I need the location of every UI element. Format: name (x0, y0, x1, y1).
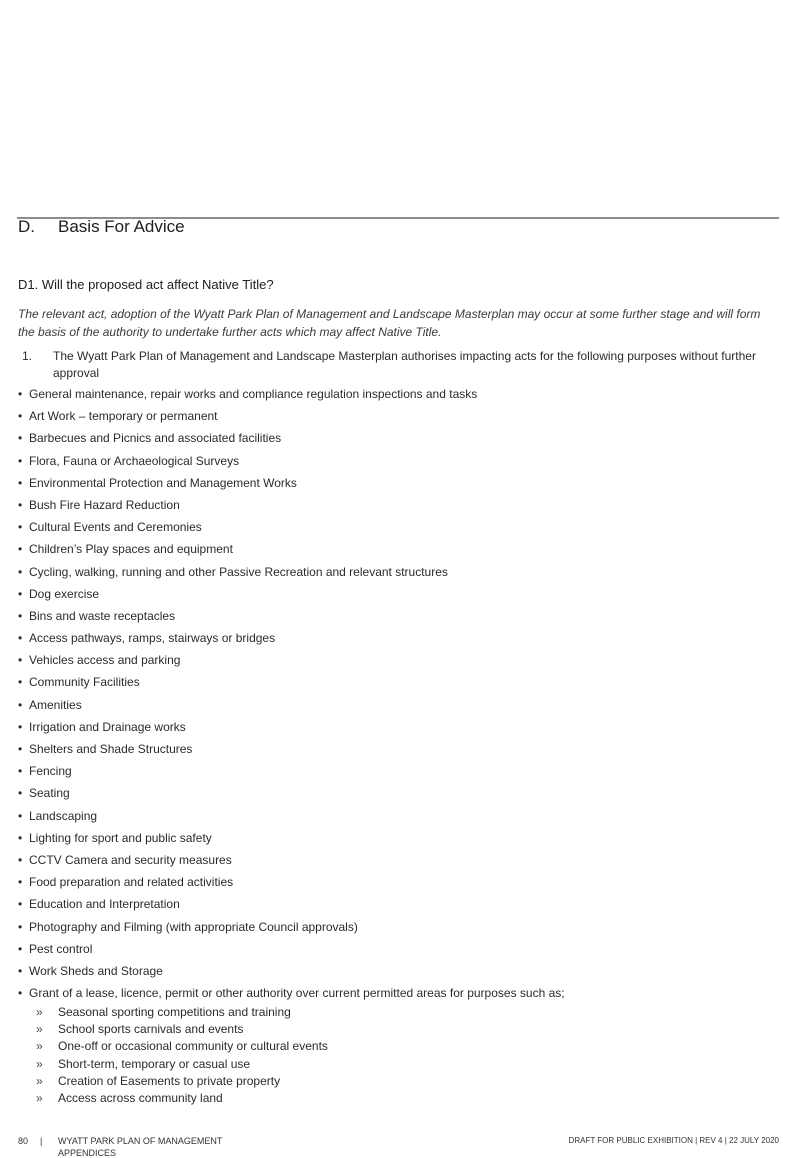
section-letter: D. (18, 217, 35, 236)
bullet-dot: • (18, 431, 23, 446)
bullet-dot: • (18, 675, 23, 690)
bullet-text: CCTV Camera and security measures (29, 852, 232, 867)
bullet-dot: • (18, 475, 23, 490)
bullet-dot: • (18, 608, 23, 623)
bullet-item (18, 827, 778, 849)
page-number: 80 (18, 1136, 29, 1146)
footer-document-subtitle: APPENDICES (58, 1148, 117, 1158)
bullet-item (18, 649, 778, 671)
sub-bullet-item (36, 1090, 328, 1107)
bullet-text: Art Work – temporary or permanent (29, 409, 218, 424)
bullet-dot: • (18, 631, 23, 646)
sub-bullet-glyph: » (36, 1056, 43, 1071)
bullet-item (18, 938, 778, 960)
bullet-item (18, 694, 778, 716)
bullet-text: Flora, Fauna or Archaeological Surveys (29, 453, 240, 468)
bullet-item (18, 782, 778, 804)
bullet-text: Photography and Filming (with appropriate Council approvals) (29, 919, 358, 934)
numbered-item-text: The Wyatt Park Plan of Management and Landscape Masterplan authorises impacting acts for the following purposes without further approval (53, 349, 756, 380)
bullet-dot: • (18, 387, 23, 401)
bullet-text: Landscaping (29, 808, 98, 823)
bullet-item (18, 561, 778, 583)
bullet-dot: • (18, 919, 23, 934)
bullet-dot: • (18, 764, 23, 779)
bullet-item (18, 871, 778, 893)
bullet-dot: • (18, 453, 23, 468)
bullet-dot: • (18, 808, 23, 823)
bullet-item (18, 605, 778, 627)
bullet-item (18, 671, 778, 693)
bullet-item (18, 982, 778, 1004)
sub-bullet-glyph: » (36, 1090, 43, 1105)
bullet-dot: • (18, 830, 23, 845)
bullet-item (18, 494, 778, 516)
bullet-text: Cultural Events and Ceremonies (29, 520, 202, 535)
bullet-dot: • (18, 697, 23, 712)
sub-bullet-glyph: » (36, 1073, 43, 1088)
bullet-text: Bush Fire Hazard Reduction (29, 497, 180, 512)
footer-separator: | (40, 1136, 43, 1146)
sub-bullet-glyph: » (36, 1039, 43, 1054)
lease-purpose-sublist (36, 1004, 328, 1107)
sub-bullet-text: Short-term, temporary or casual use (58, 1056, 251, 1071)
bullet-dot: • (18, 742, 23, 756)
bullet-item (18, 805, 778, 827)
bullet-item (18, 738, 778, 760)
bullet-text: Education and Interpretation (29, 897, 180, 912)
bullet-text: Food preparation and related activities (29, 875, 234, 890)
bullet-dot: • (18, 520, 23, 535)
intro-paragraph: The relevant act, adoption of the Wyatt Park Plan of Management and Landscape Masterplan may occur at some further stage and will form the basis of the authority to undertake further acts which may affect Native Title. (18, 307, 761, 339)
bullet-text: Work Sheds and Storage (29, 963, 163, 978)
bullet-text: Pest control (29, 941, 93, 956)
sub-bullet-glyph: » (36, 1022, 43, 1037)
bullet-text: Fencing (29, 764, 72, 779)
bullet-item (18, 760, 778, 782)
bullet-text: Vehicles access and parking (29, 653, 181, 668)
bullet-item (18, 427, 778, 449)
bullet-text: Children’s Play spaces and equipment (29, 542, 233, 557)
bullet-text: Shelters and Shade Structures (29, 742, 193, 756)
bullet-text: Cycling, walking, running and other Passive Recreation and relevant structures (29, 564, 448, 579)
bullet-dot: • (18, 941, 23, 956)
bullet-text: Seating (29, 786, 70, 801)
bullet-dot: • (18, 875, 23, 890)
numbered-item (18, 348, 778, 382)
sub-bullet-text: One-off or occasional community or cultural events (58, 1039, 328, 1054)
bullet-dot: • (18, 586, 23, 601)
purpose-bullet-list (18, 383, 778, 1004)
bullet-text: Irrigation and Drainage works (29, 719, 186, 734)
bullet-dot: • (18, 786, 23, 801)
sub-bullet-item (36, 1038, 328, 1055)
bullet-item (18, 450, 778, 472)
bullet-dot: • (18, 897, 23, 912)
bullet-text: Access pathways, ramps, stairways or bridges (29, 631, 276, 646)
bullet-dot: • (18, 409, 23, 424)
bullet-item (18, 538, 778, 560)
bullet-text: Amenities (29, 697, 82, 712)
bullet-text: Barbecues and Picnics and associated facilities (29, 431, 282, 446)
bullet-item (18, 516, 778, 538)
bullet-text: Environmental Protection and Management Works (29, 475, 297, 490)
bullet-dot: • (18, 542, 23, 557)
bullet-item (18, 716, 778, 738)
question-heading: D1. Will the proposed act affect Native Title? (18, 277, 274, 292)
sub-bullet-item (36, 1004, 328, 1021)
sub-bullet-text: Access across community land (58, 1090, 223, 1105)
bullet-item (18, 405, 778, 427)
bullet-item (18, 627, 778, 649)
bullet-item (18, 849, 778, 871)
numbered-item-number: 1. (22, 349, 33, 363)
sub-bullet-item (36, 1073, 328, 1090)
section-title: Basis For Advice (58, 217, 185, 236)
bullet-dot: • (18, 986, 23, 1001)
bullet-item (18, 472, 778, 494)
bullet-text: General maintenance, repair works and compliance regulation inspections and tasks (29, 387, 478, 401)
sub-bullet-text: Creation of Easements to private property (58, 1073, 281, 1088)
bullet-dot: • (18, 852, 23, 867)
footer-document-title: WYATT PARK PLAN OF MANAGEMENT (58, 1136, 223, 1146)
footer-left (18, 1136, 222, 1146)
bullet-item (18, 916, 778, 938)
bullet-item (18, 583, 778, 605)
sub-bullet-text: School sports carnivals and events (58, 1022, 244, 1037)
bullet-item (18, 960, 778, 982)
bullet-text: Dog exercise (29, 586, 100, 601)
sub-bullet-item (36, 1021, 328, 1038)
bullet-text: Lighting for sport and public safety (29, 830, 212, 845)
bullet-dot: • (18, 653, 23, 668)
sub-bullet-text: Seasonal sporting competitions and training (58, 1005, 291, 1019)
sub-bullet-glyph: » (36, 1005, 43, 1019)
bullet-dot: • (18, 963, 23, 978)
sub-bullet-item (36, 1056, 328, 1073)
bullet-text: Bins and waste receptacles (29, 608, 176, 623)
bullet-item (18, 893, 778, 915)
bullet-dot: • (18, 719, 23, 734)
bullet-dot: • (18, 564, 23, 579)
bullet-dot: • (18, 497, 23, 512)
bullet-text: Community Facilities (29, 675, 140, 690)
bullet-item (18, 383, 778, 405)
bullet-text: Grant of a lease, licence, permit or other authority over current permitted areas for purposes such as; (29, 986, 565, 1001)
footer-status: DRAFT FOR PUBLIC EXHIBITION | REV 4 | 22 JULY 2020 (568, 1136, 779, 1145)
